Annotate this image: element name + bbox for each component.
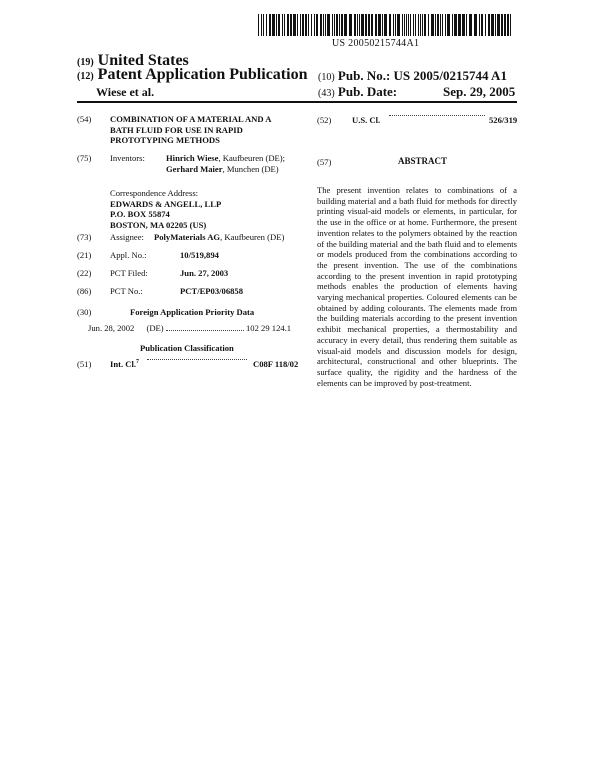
inventor1-name: Hinrich Wiese bbox=[166, 153, 219, 163]
pct-no-code: (86) bbox=[77, 286, 92, 296]
pubno-label: Pub. No.: bbox=[337, 68, 391, 83]
header-divider bbox=[77, 101, 517, 103]
pubno-value: US 2005/0215744 A1 bbox=[393, 68, 507, 83]
uscl-code: (52) bbox=[317, 115, 332, 125]
publication-classification-heading: Publication Classification bbox=[140, 343, 234, 353]
abstract-heading: ABSTRACT bbox=[398, 156, 448, 166]
pct-filed-label: PCT Filed: bbox=[110, 268, 148, 278]
correspondence-address bbox=[110, 188, 300, 230]
priority-number: 102 29 124.1 bbox=[245, 323, 292, 333]
intcl-label: Int. Cl. bbox=[110, 359, 137, 369]
assignee-label: Assignee: bbox=[110, 232, 144, 242]
foreign-code: (30) bbox=[77, 307, 92, 317]
inventors-code: (75) bbox=[77, 153, 92, 163]
corr-label: Correspondence Address: bbox=[110, 188, 199, 198]
abstract-code: (57) bbox=[317, 157, 332, 167]
corr-line3: BOSTON, MA 02205 (US) bbox=[110, 219, 207, 230]
corr-line1: EDWARDS & ANGELL, LLP bbox=[110, 198, 222, 209]
invention-title: COMBINATION OF A MATERIAL AND A BATH FLUID FOR USE IN RAPID PROTOTYPING METHODS bbox=[110, 114, 271, 145]
inventor1-location: , Kaufbeuren (DE); bbox=[218, 153, 286, 163]
pub-date-line bbox=[318, 84, 516, 100]
inventors-label: Inventors: bbox=[110, 153, 145, 163]
priority-entry bbox=[88, 323, 298, 333]
assignee-code: (73) bbox=[77, 232, 92, 242]
title-code: (54) bbox=[77, 114, 92, 124]
pubno-code: (10) bbox=[318, 72, 335, 83]
appl-label: Appl. No.: bbox=[110, 250, 147, 260]
assignee-location: , Kaufbeuren (DE) bbox=[220, 232, 285, 242]
pct-filed-value: Jun. 27, 2003 bbox=[180, 268, 229, 278]
intcl-superscript: 7 bbox=[136, 359, 140, 366]
inventors-list bbox=[166, 153, 306, 174]
intcl-code: (51) bbox=[77, 359, 92, 369]
pct-no-label: PCT No.: bbox=[110, 286, 143, 296]
pct-no-value: PCT/EP03/06858 bbox=[180, 286, 244, 296]
inventor2-name: Gerhard Maier bbox=[166, 163, 223, 174]
foreign-priority-heading: Foreign Application Priority Data bbox=[130, 307, 255, 317]
pubdate-value: Sep. 29, 2005 bbox=[443, 84, 516, 99]
publication-type: Patent Application Publication bbox=[97, 66, 308, 83]
pct-filed-code: (22) bbox=[77, 268, 92, 278]
barcode-image bbox=[258, 14, 514, 36]
assignee-name: PolyMaterials AG bbox=[154, 232, 221, 242]
inventor2-location: , Munchen (DE) bbox=[222, 163, 279, 174]
intcl-value: C08F 118/02 bbox=[253, 359, 299, 369]
pubdate-label: Pub. Date: bbox=[337, 84, 398, 99]
corr-line2: P.O. BOX 55874 bbox=[110, 209, 170, 219]
pubtype-code: (12) bbox=[77, 71, 94, 82]
barcode-number: US 20050215744A1 bbox=[332, 38, 420, 49]
priority-date: Jun. 28, 2002 bbox=[88, 323, 135, 333]
priority-country: (DE) bbox=[146, 323, 164, 333]
country-name: United States bbox=[97, 52, 189, 69]
pubdate-code: (43) bbox=[318, 88, 335, 99]
inventor-short: Wiese et al. bbox=[96, 85, 155, 99]
country-code: (19) bbox=[77, 57, 94, 68]
appl-code: (21) bbox=[77, 250, 92, 260]
appl-value: 10/519,894 bbox=[180, 250, 219, 260]
abstract-text: The present invention relates to combinations of a building material and a bath fluid for methods for directly printing visual-aid models or elements, in particular, for the use in the office or at home. Furthermore, the present invention relates to the polymers obtained by the reaction of the building material and the bath fluid and to elements or models produced from the combinations according to the present invention. The use of the combinations according to the present invention in rapid prototyping methods enables the production of elements having varying mechanical properties. Coloured elements can be obtained by adding colourants. The elements made from the building materials according to the present invention exhibit mechanical properties, a thermostability and accuracy in every detail, thus rendering them suitable as visual-aid models and discussion models for design, architectural, constructional and other blueprints. The surface quality, the rigidity and the hardness of the elements can be improved by post-treatment. bbox=[317, 185, 517, 388]
pubtype-line bbox=[77, 66, 307, 84]
uscl-value: 526/319 bbox=[489, 115, 518, 125]
uscl-label: U.S. Cl. bbox=[352, 115, 381, 125]
pub-number-line bbox=[318, 68, 507, 84]
